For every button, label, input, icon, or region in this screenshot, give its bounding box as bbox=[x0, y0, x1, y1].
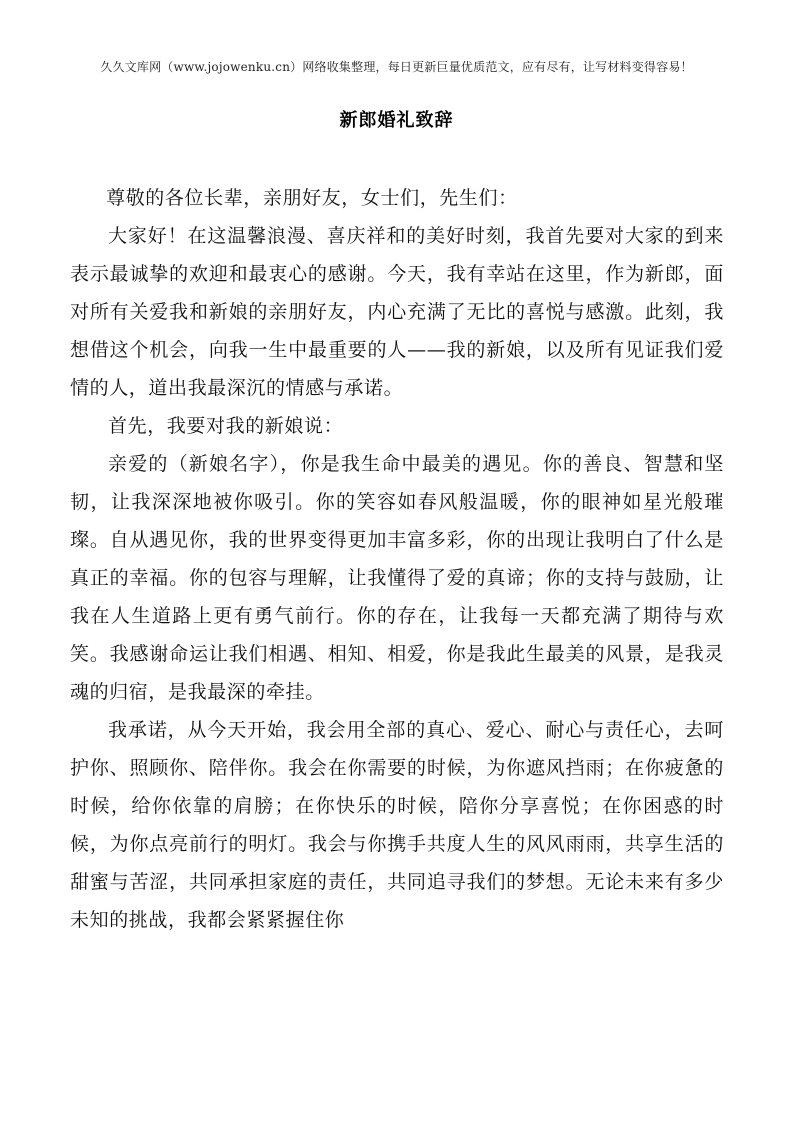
header-note: 久久文库网（www.jojowenku.cn）网络收集整理，每日更新巨量优质范文，应有尽有，让写材料变得容易！ bbox=[100, 60, 693, 74]
document-body bbox=[70, 179, 724, 939]
body-paragraph: 我承诺，从今天开始，我会用全部的真心、爱心、耐心与责任心，去呵护你、照顾你、陪伴你。我会在你需要的时候，为你遮风挡雨；在你疲惫的时候，给你依靠的肩膀；在你快乐的时候，陪你分享喜悦；在你困惑的时候，为你点亮前行的明灯。我会与你携手共度人生的风风雨雨，共享生活的甜蜜与苦涩，共同承担家庭的责任，共同追寻我们的梦想。无论未来有多少未知的挑战，我都会紧紧握住你 bbox=[70, 719, 724, 931]
body-paragraph: 首先，我要对我的新娘说： bbox=[108, 415, 344, 437]
body-paragraph: 亲爱的（新娘名字），你是我生命中最美的遇见。你的善良、智慧和坚韧，让我深深地被你吸引。你的笑容如春风般温暖，你的眼神如星光般璀璨。自从遇见你，我的世界变得更加丰富多彩，你的出现让我明白了什么是真正的幸福。你的包容与理解，让我懂得了爱的真谛；你的支持与鼓励，让我在人生道路上更有勇气前行。你的存在，让我每一天都充满了期待与欢笑。我感谢命运让我们相遇、相知、相爱，你是我此生最美的风景，是我灵魂的归宿，是我最深的牵挂。 bbox=[70, 453, 724, 703]
salutation-paragraph: 尊敬的各位长辈，亲朋好友，女士们，先生们： bbox=[106, 187, 518, 209]
body-paragraph: 大家好！在这温馨浪漫、喜庆祥和的美好时刻，我首先要对大家的到来表示最诚挚的欢迎和最衷心的感谢。今天，我有幸站在这里，作为新郎，面对所有关爱我和新娘的亲朋好友，内心充满了无比的喜悦与感激。此刻，我想借这个机会，向我一生中最重要的人——我的新娘，以及所有见证我们爱情的人，道出我最深沉的情感与承诺。 bbox=[70, 225, 724, 399]
document-title: 新郎婚礼致辞 bbox=[339, 110, 454, 131]
